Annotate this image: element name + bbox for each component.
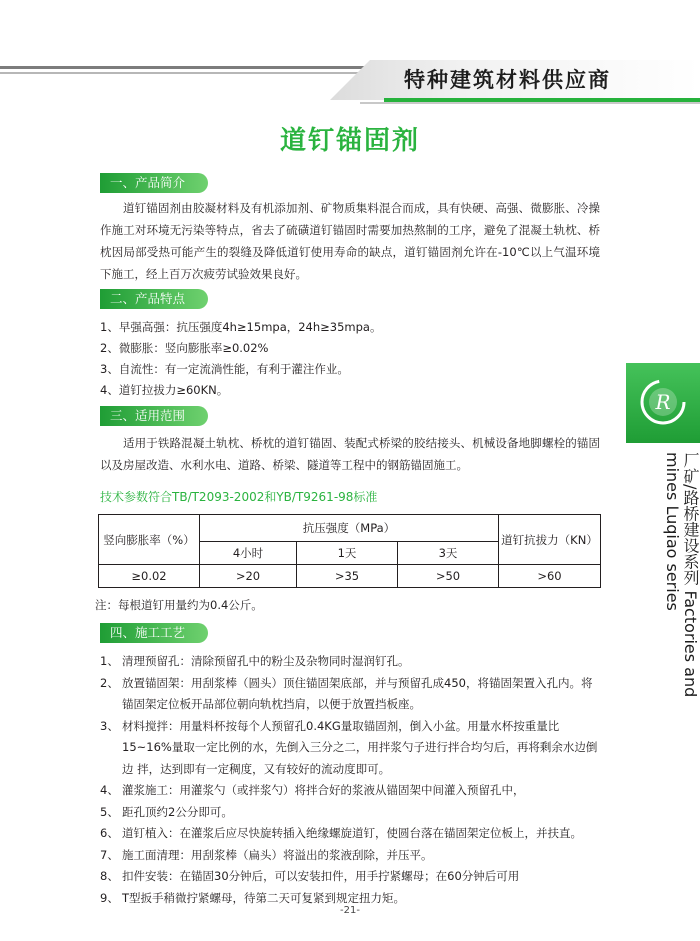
process-num: 6、 [100, 826, 119, 840]
process-text: 清理预留孔：清除预留孔中的粉尘及杂物同时湿润钉孔。 [122, 654, 410, 668]
header-rule-dark [0, 66, 390, 69]
process-item [100, 802, 602, 824]
feature-item: 2、微膨胀：竖向膨胀率≥0.02% [100, 341, 269, 355]
table-row [99, 565, 601, 588]
feature-item: 3、自流性：有一定流淌性能，有利于灌注作业。 [100, 362, 349, 376]
process-text: 材料搅拌：用量料杯按每个人预留孔0.4KG量取锚固剂，倒入小盆。用量水杯按重量比15~16%量取一定比例的水，先倒入三分之二，用拌浆勺子进行拌合均匀后，再将剩余水边倒边 拌，达到即有一定稠度，又有较好的流动度即可。 [122, 718, 598, 776]
process-text: 距孔顶约2公分即可。 [122, 804, 233, 819]
intro-paragraph: 道钉锚固剂由胶凝材料及有机添加剂、矿物质集料混合而成，具有快硬、高强、微膨胀、冷操作施工对环境无污染等特点，省去了硫磺道钉锚固时需要加热熬制的工序，避免了混凝土轨枕、桥枕因局部受热可能产生的裂缝及降低道钉使用寿命的缺点，道钉锚固剂允许在-10℃以上气温环境下施工，经上百万次疲劳试验效果良好。 [100, 201, 600, 281]
header-shadow-rule [360, 102, 700, 104]
process-item [100, 845, 602, 867]
company-logo-icon [639, 378, 687, 426]
process-text: 道钉植入：在灌浆后应尽快旋转插入绝缘螺旋道钉，使圆台落在锚固架定位板上，并扶直。 [122, 826, 582, 840]
side-series-text: 厂矿/路桥建设系列 Factories and mines Luqiao series [663, 452, 700, 698]
table-note: 注：每根道钉用量约为0.4公斤。 [95, 598, 263, 612]
header-title: 特种建筑材料供应商 [404, 68, 611, 92]
process-item [100, 716, 602, 781]
process-item [100, 780, 602, 802]
table-cell: >35 [297, 565, 398, 588]
tech-standard-title: 技术参数符合TB/T2093-2002和YB/T9261-98标准 [100, 490, 378, 504]
section-heading-scope: 三、适用范围 [100, 406, 208, 426]
table-cell: >50 [398, 565, 499, 588]
table-header-pullout: 道钉抗拔力（KN） [499, 515, 601, 565]
process-num: 9、 [100, 890, 119, 905]
process-num: 3、 [100, 718, 119, 733]
page-number: -21- [340, 905, 360, 916]
table-header-strength: 抗压强度（MPa） [200, 515, 499, 542]
table-header-expansion: 竖向膨胀率（%） [99, 515, 200, 565]
process-text: 灌浆施工：用灌浆勺（或拌浆勺）将拌合好的浆液从锚固架中间灌入预留孔中， [122, 783, 525, 797]
process-item [100, 866, 602, 888]
table-cell: >60 [499, 565, 601, 588]
process-num: 1、 [100, 654, 119, 668]
header-rule-light [0, 72, 380, 74]
process-text: 施工面清理：用刮浆棒（扁头）将溢出的浆液刮除，并压平。 [122, 847, 433, 862]
process-list [100, 651, 602, 909]
logo-letter: R [655, 390, 671, 414]
process-num: 2、 [100, 675, 119, 690]
scope-paragraph: 适用于铁路混凝土轨枕、桥枕的道钉锚固、装配式桥梁的胶结接头、机械设备地脚螺栓的锚固以及房屋改造、水利水电、道路、桥梁、隧道等工程中的钢筋锚固施工。 [100, 436, 600, 472]
table-subheader: 1天 [297, 542, 398, 565]
features-list [100, 317, 600, 401]
process-text: T型扳手稍微拧紧螺母，待第二天可复紧到规定扭力矩。 [122, 890, 406, 905]
table-cell: ≥0.02 [99, 565, 200, 588]
feature-item: 4、道钉拉拔力≥60KN。 [100, 383, 229, 397]
spec-table [98, 514, 601, 588]
table-subheader: 3天 [398, 542, 499, 565]
process-num: 8、 [100, 869, 119, 883]
process-item [100, 651, 602, 673]
process-item [100, 673, 602, 716]
page-title: 道钉锚固剂 [279, 126, 420, 156]
section-heading-intro: 一、产品简介 [100, 173, 208, 193]
section-heading-process: 四、施工工艺 [100, 623, 208, 643]
table-cell: >20 [200, 565, 297, 588]
feature-item: 1、早强高强：抗压强度4h≥15mpa，24h≥35mpa。 [100, 320, 382, 334]
table-subheader: 4小时 [200, 542, 297, 565]
process-text: 扣件安装：在锚固30分钟后，可以安装扣件，用手拧紧螺母；在60分钟后可用 [122, 869, 520, 883]
process-num: 5、 [100, 804, 119, 819]
section-heading-features: 二、产品特点 [100, 289, 208, 309]
process-item [100, 823, 602, 845]
process-text: 放置锚固架：用刮浆棒（圆头）顶住锚固架底部，并与预留孔成450，将锚固架置入孔内。将锚固架定位板开品部位朝向轨枕挡肩，以便于放置挡板座。 [122, 675, 593, 711]
process-num: 4、 [100, 783, 119, 797]
process-num: 7、 [100, 847, 119, 862]
